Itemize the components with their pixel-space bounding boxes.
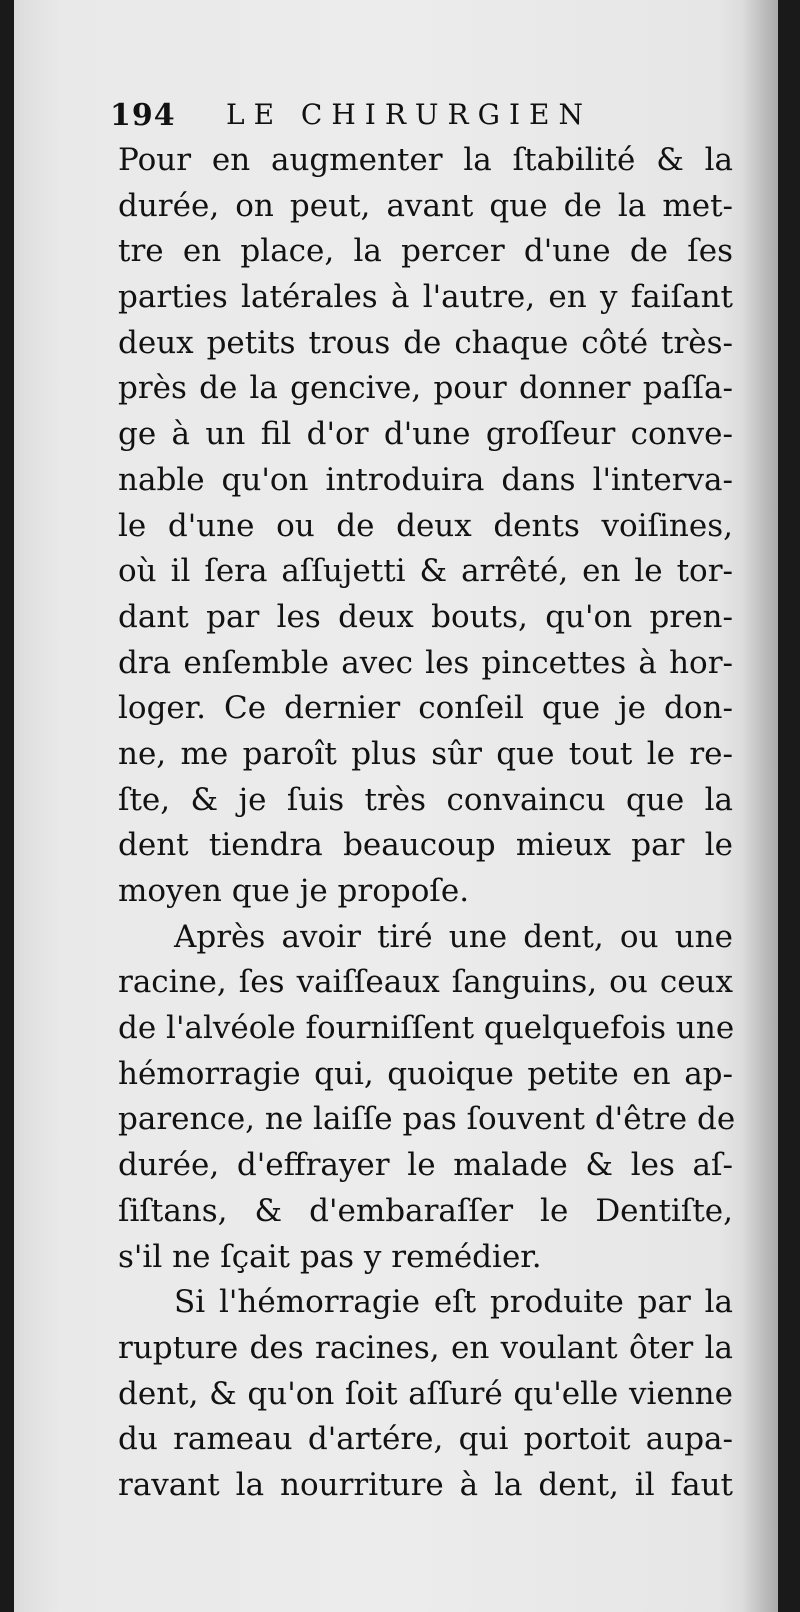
text-line: parties latérales à l'autre, en y faiſant — [118, 279, 733, 316]
body-text — [118, 138, 736, 1509]
text-line: ne, me paroît plus sûr que tout le re- — [118, 735, 733, 772]
text-line: du rameau d'artére, qui portoit aupa- — [118, 1421, 733, 1458]
paragraph-start-line: Si l'hémorragie eſt produite par la — [174, 1284, 733, 1321]
text-line: durée, on peut, avant que de la met- — [118, 187, 733, 224]
text-line: ge à un fil d'or d'une groſſeur conve- — [118, 416, 733, 453]
running-title: LE CHIRURGIEN — [226, 98, 592, 131]
book-page — [14, 0, 778, 1612]
text-line: de l'alvéole fourniſſent quelquefois une — [118, 1010, 735, 1047]
text-line: s'il ne ſçait pas y remédier. — [118, 1238, 542, 1275]
text-line: ſiſtans, & d'embaraſſer le Dentiſte, — [118, 1192, 733, 1229]
text-line: racine, ſes vaiſſeaux ſanguins, ou ceux — [118, 964, 733, 1001]
text-line: nable qu'on introduira dans l'interva- — [118, 461, 733, 498]
text-line: moyen que je propoſe. — [118, 873, 470, 909]
text-line: rupture des racines, en voulant ôter la — [118, 1329, 733, 1366]
text-line: dant par les deux bouts, qu'on pren- — [118, 598, 733, 635]
text-line: où il ſera aſſujetti & arrêté, en le tor- — [118, 553, 733, 590]
paragraph-start-line: Après avoir tiré une dent, ou une — [174, 918, 733, 955]
text-line: deux petits trous de chaque côté très- — [118, 324, 733, 361]
text-line: dra enſemble avec les pincettes à hor- — [118, 644, 733, 681]
text-line: Pour en augmenter la ſtabilité & la — [118, 142, 733, 178]
text-line: ravant la nourriture à la dent, il faut — [118, 1466, 733, 1503]
text-line: près de la gencive, pour donner paſſa- — [118, 370, 733, 407]
page-header — [110, 98, 670, 138]
text-line: durée, d'effrayer le malade & les aſ- — [118, 1147, 733, 1184]
text-line: le d'une ou de deux dents voiſines, — [118, 507, 733, 544]
text-line: loger. Ce dernier conſeil que je don- — [118, 690, 733, 727]
text-line: parence, ne laiſſe pas ſouvent d'être de — [118, 1101, 736, 1138]
text-line: hémorragie qui, quoique petite en ap- — [118, 1055, 733, 1092]
page-edge-shadow — [742, 0, 778, 1612]
text-line: dent, & qu'on ſoit aſſuré qu'elle vienne — [118, 1375, 733, 1412]
text-line: dent tiendra beaucoup mieux par le — [118, 827, 733, 864]
page-number: 194 — [110, 98, 176, 133]
text-line: ſte, & je ſuis très convaincu que la — [118, 781, 733, 818]
text-line: tre en place, la percer d'une de ſes — [118, 233, 733, 270]
